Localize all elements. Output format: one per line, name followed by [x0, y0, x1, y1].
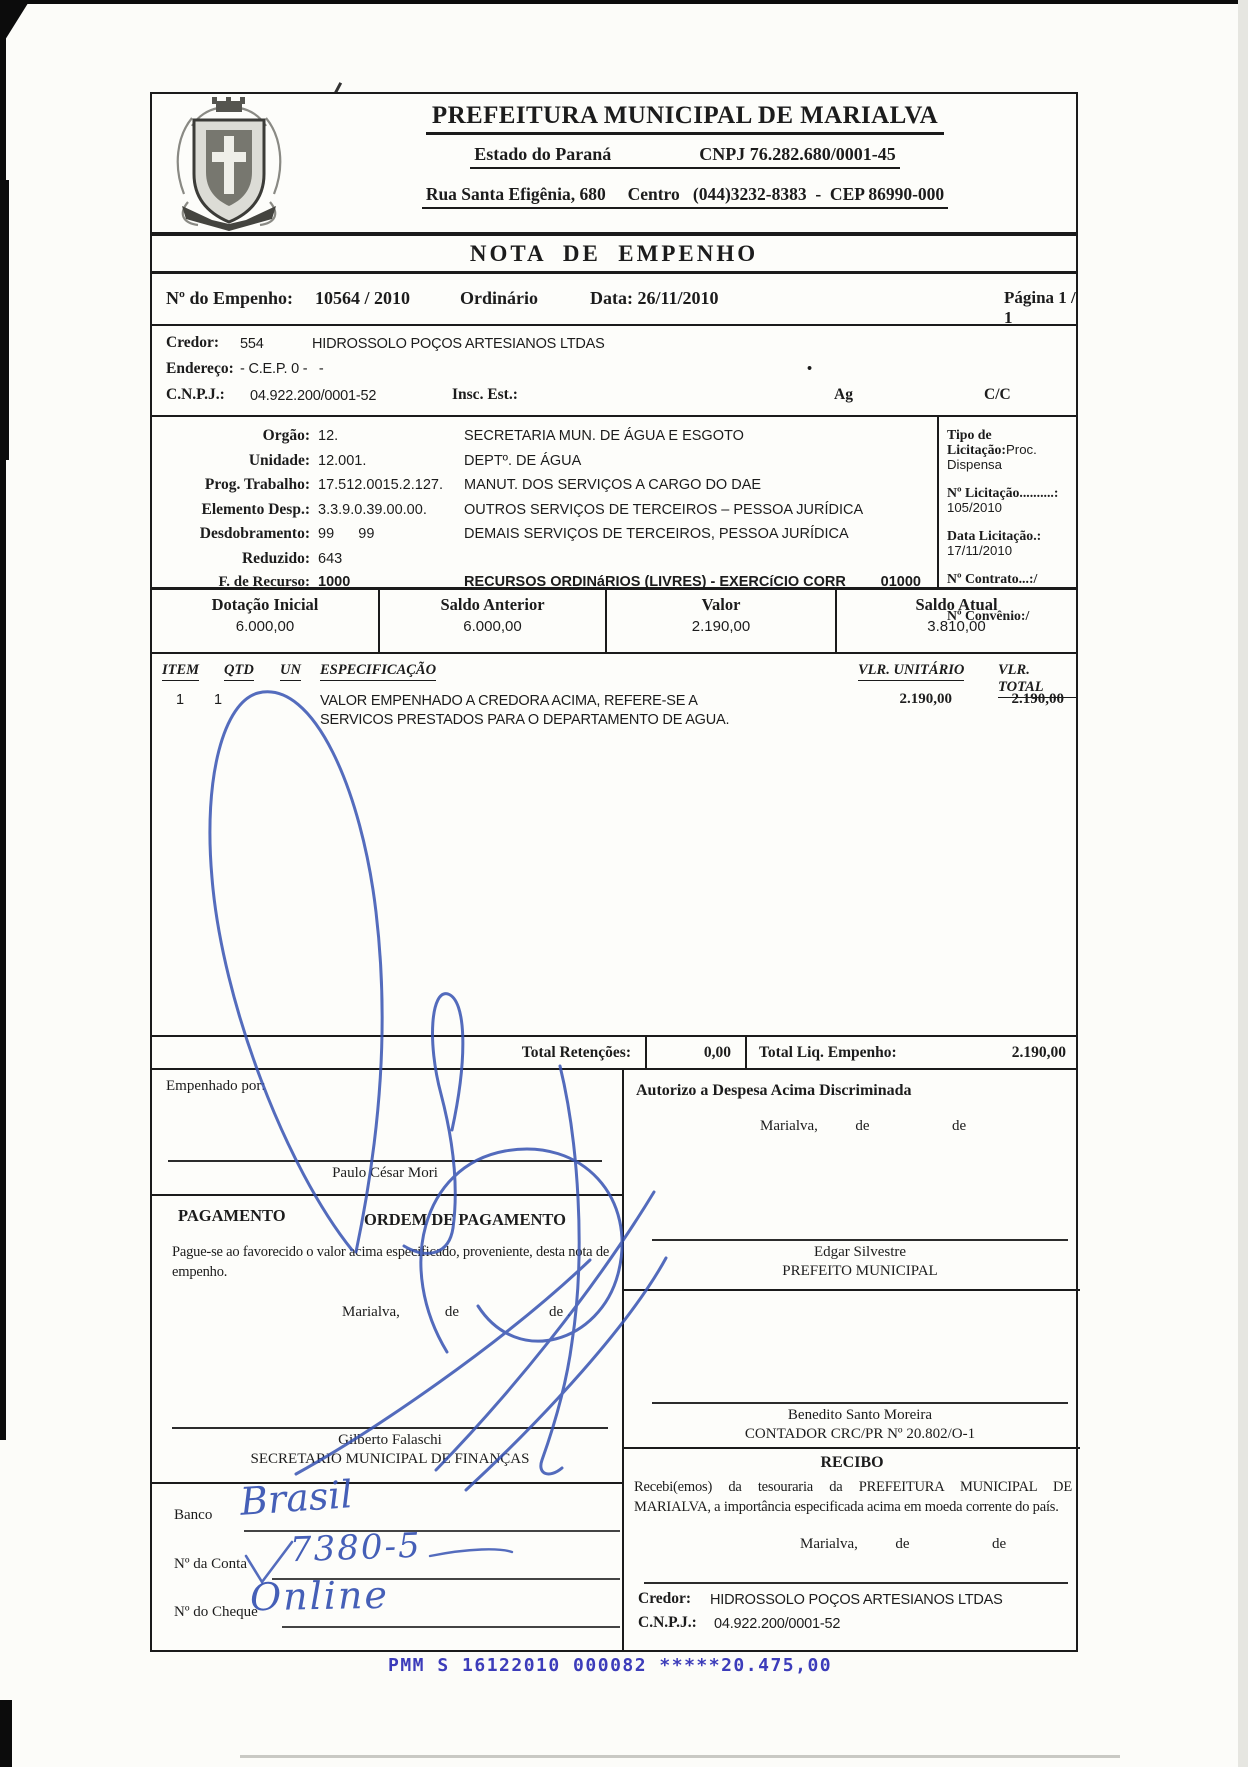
prefeito-signature-line: [652, 1239, 1068, 1241]
licitacao-tipo: Tipo de Licitação:Proc. Dispensa: [947, 427, 1037, 472]
creditor-label: Credor:: [166, 334, 220, 351]
empenhado-por-label: Empenhado por:: [166, 1078, 266, 1094]
pagamento-text: Pague-se ao favorecido o valor acima especificado, proveniente, desta nota de empenho.: [172, 1244, 610, 1280]
licitacao-data: Data Licitação.: 17/11/2010: [947, 528, 1042, 558]
recibo-credor-label: Credor:: [638, 1590, 692, 1607]
secretario-name: Gilberto Falaschi: [338, 1432, 442, 1448]
autorizo-date-line: Marialva, de de: [760, 1118, 967, 1134]
empenhado-signer-name: Paulo César Mori: [332, 1165, 438, 1181]
pagamento-title: PAGAMENTO: [178, 1206, 286, 1225]
recibo-credor-line: [644, 1582, 1068, 1584]
item-total-value: 2.190,00: [1011, 691, 1064, 707]
desdobramento-desc: DEMAIS SERVIÇOS DE TERCEIROS, PESSOA JURÍDICA: [464, 526, 849, 542]
account-label: C/C: [984, 386, 1011, 403]
item-column-header: ITEM: [162, 662, 199, 681]
cheque-label: Nº do Cheque: [174, 1604, 258, 1620]
address-label: Endereço:: [166, 360, 234, 377]
creditor-name: HIDROSSOLO POÇOS ARTESIANOS LTDAS: [312, 336, 605, 352]
total-liquido-label: Total Liq. Empenho:: [759, 1044, 897, 1061]
total-retencoes-label: Total Retenções:: [152, 1037, 647, 1068]
totals-row: [152, 1035, 1076, 1070]
reduzido-code: 643: [318, 550, 343, 567]
prog-trabalho-desc: MANUT. DOS SERVIÇOS A CARGO DO DAE: [464, 477, 762, 493]
cnpj-header: CNPJ 76.282.680/0001-45: [699, 144, 896, 164]
desdobramento-label: Desdobramento:: [199, 525, 310, 542]
especificacao-column-header: ESPECIFICAÇÃO: [320, 662, 436, 681]
empenho-number: 10564 / 2010: [315, 288, 411, 308]
total-retencoes-value: 0,00: [647, 1037, 747, 1068]
recibo-credor-name: HIDROSSOLO POÇOS ARTESIANOS LTDAS: [710, 1592, 1003, 1608]
scan-artifact: [0, 0, 1248, 4]
saldo-anterior-value: 6.000,00: [463, 618, 522, 635]
licitacao-numero: Nº Licitação..........: 105/2010: [947, 485, 1059, 515]
prefeito-name-block: [652, 1243, 1068, 1281]
elemento-code: 3.3.9.0.39.00.00.: [318, 501, 427, 518]
qtd-column-header: QTD: [224, 662, 254, 681]
item-unit-value: 2.190,00: [899, 691, 952, 707]
secretario-name-block: [172, 1431, 608, 1469]
section-divider: [152, 1482, 624, 1484]
scan-artifact: [0, 1700, 12, 1767]
dotacao-inicial-header: Dotação Inicial: [211, 595, 319, 614]
saldo-anterior-cell: [380, 590, 607, 652]
scan-artifact: [0, 180, 9, 460]
total-liquido-cell: [747, 1037, 1076, 1068]
un-column-header: UN: [280, 662, 301, 681]
section-divider: [152, 1194, 624, 1196]
prog-trabalho-code: 17.512.0015.2.127.: [318, 477, 443, 493]
saldo-atual-cell: [837, 590, 1076, 652]
budget-row-desdobramento: [152, 522, 937, 547]
unidade-label: Unidade:: [248, 451, 310, 469]
budget-row-elemento: [152, 498, 937, 523]
reduzido-label: Reduzido:: [241, 549, 310, 567]
nota-de-empenho-document: [150, 92, 1078, 1652]
handwritten-account-number: 7380-5: [289, 1525, 423, 1571]
recurso-desc: RECURSOS ORDINáRIOS (LIVRES) - EXERCíCIO CORR: [464, 574, 846, 590]
prefeitura-title: PREFEITURA MUNICIPAL DE MARIALVA: [426, 102, 944, 135]
cnpj-value: 04.922.200/0001-52: [250, 388, 377, 404]
state-label: Estado do Paraná: [474, 144, 612, 164]
document-title: NOTA DE EMPENHO: [469, 241, 759, 266]
budget-row-reduzido: [152, 547, 937, 572]
item-number: 1: [176, 692, 184, 708]
saldo-atual-value: 3.810,00: [927, 618, 986, 635]
valor-value: 2.190,00: [691, 618, 751, 635]
recibo-cnpj-label: C.N.P.J.:: [638, 1614, 697, 1631]
banco-label: Banco: [174, 1507, 213, 1523]
address-value: - C.E.P. 0 - -: [240, 361, 324, 377]
empenhado-signature-line: [168, 1160, 602, 1162]
vlr-unitario-column-header: VLR. UNITÁRIO: [858, 662, 964, 681]
conta-label: Nº da Conta: [174, 1556, 247, 1572]
scan-artifact: [240, 1755, 1120, 1758]
empenho-number-label: Nº do Empenho:: [166, 288, 293, 308]
recibo-date-line: Marialva, de de: [800, 1536, 1007, 1552]
section-divider: [624, 1289, 1080, 1291]
empenho-number-row: [152, 274, 1076, 326]
page-indicator: Página 1 / 1: [1004, 288, 1076, 327]
prefeito-name: Edgar Silvestre: [813, 1244, 907, 1260]
stray-dot: •: [807, 361, 812, 377]
valor-header: Valor: [701, 595, 741, 614]
recibo-title: RECIBO: [820, 1454, 884, 1471]
prefeito-role: PREFEITO MUNICIPAL: [782, 1263, 938, 1279]
document-header: [152, 94, 1076, 234]
elemento-label: Elemento Desp.:: [201, 500, 310, 518]
ordem-de-pagamento-title: ORDEM DE PAGAMENTO: [364, 1210, 566, 1229]
saldo-anterior-header: Saldo Anterior: [440, 595, 545, 614]
contador-role: CONTADOR CRC/PR Nº 20.802/O-1: [744, 1426, 976, 1442]
licitacao-convenio: Nº Convênio:/: [947, 608, 1030, 623]
items-section: [152, 654, 1076, 1035]
budget-row-prog-trabalho: [152, 473, 937, 498]
recurso-label: F. de Recurso:: [218, 574, 310, 590]
unidade-code: 12.001.: [318, 452, 367, 469]
empenho-date: Data: 26/11/2010: [590, 288, 719, 308]
unidade-desc: DEPTº. DE ÁGUA: [464, 452, 582, 469]
handwritten-cheque-number: Online: [249, 1572, 390, 1620]
section-divider: [624, 1447, 1080, 1449]
address-line: Rua Santa Efigênia, 680 Centro (044)3232-8383 - CEP 86990-000: [422, 184, 948, 209]
orgao-label: Orgão:: [262, 427, 310, 444]
scan-artifact: [1238, 0, 1248, 1767]
state-registration-label: Insc. Est.:: [452, 386, 518, 403]
cheque-fill-line: [282, 1626, 620, 1628]
recurso-code: 1000: [318, 574, 351, 590]
dotacao-inicial-cell: [152, 590, 380, 652]
orgao-code: 12.: [318, 428, 339, 444]
total-liquido-value: 2.190,00: [1011, 1044, 1066, 1061]
dotacao-inicial-value: 6.000,00: [235, 618, 295, 635]
orgao-desc: SECRETARIA MUN. DE ÁGUA E ESGOTO: [464, 428, 744, 444]
item-quantity: 1: [214, 692, 222, 708]
recurso-extra-code: 01000: [880, 574, 921, 590]
autorizo-title: Autorizo a Despesa Acima Discriminada: [636, 1082, 912, 1099]
budget-rows: [152, 417, 937, 590]
creditor-code: 554: [240, 336, 264, 352]
vlr-total-column-header: VLR. TOTAL: [998, 662, 1076, 698]
contador-signature-line: [652, 1402, 1068, 1404]
dot-matrix-footer-line: PMM S 16122010 000082 *****20.475,00: [388, 1655, 833, 1676]
recibo-cnpj-value: 04.922.200/0001-52: [714, 1616, 841, 1632]
saldo-atual-header: Saldo Atual: [915, 595, 998, 614]
elemento-desc: OUTROS SERVIÇOS DE TERCEIROS – PESSOA JURÍDICA: [464, 501, 864, 518]
cnpj-label: C.N.P.J.:: [166, 386, 225, 403]
item-specification: VALOR EMPENHADO A CREDORA ACIMA, REFERE-SE A SERVICOS PRESTADOS PARA O DEPARTAMENTO DE AGUA.: [320, 693, 730, 728]
prog-trabalho-label: Prog. Trabalho:: [204, 476, 310, 493]
handwritten-bank-name: Brasil: [238, 1472, 354, 1524]
budget-row-orgao: [152, 424, 937, 449]
budget-row-unidade: [152, 449, 937, 474]
marialva-coat-of-arms-logo: [168, 96, 290, 232]
secretario-signature-line: [172, 1427, 608, 1429]
empenho-type: Ordinário: [460, 288, 539, 308]
creditor-block: [152, 326, 1076, 417]
pagamento-date-line: Marialva, de de .: [342, 1304, 571, 1320]
valor-cell: [607, 590, 837, 652]
recibo-text: Recebi(emos) da tesouraria da PREFEITURA MUNICIPAL DE MARIALVA, a importância especificada acima em moeda corrente do país.: [634, 1479, 1072, 1515]
document-title-band: [152, 234, 1076, 274]
contador-name: Benedito Santo Moreira: [787, 1407, 933, 1423]
desdobramento-code: 99 99: [318, 526, 375, 542]
licitacao-contrato: Nº Contrato...:/: [947, 571, 1038, 586]
contador-name-block: [652, 1406, 1068, 1444]
agency-label: Ag: [834, 386, 853, 403]
secretario-role: SECRETARIO MUNICIPAL DE FINANÇAS: [250, 1451, 530, 1467]
balances-table: [152, 590, 1076, 654]
